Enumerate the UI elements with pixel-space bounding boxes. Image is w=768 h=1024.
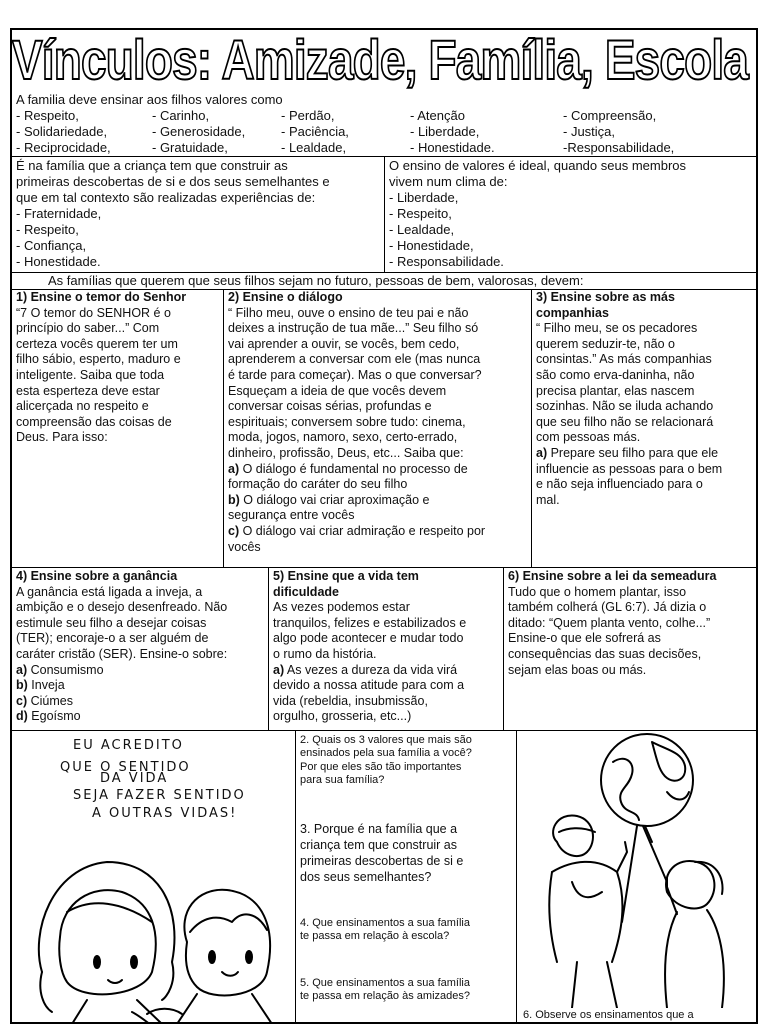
question-6: 6. Observe os ensinamentos que a xyxy=(523,1009,694,1021)
section-5-life-difficulty: 5) Ensine que a vida tem dificuldade As vezes podemos estar tranquilos, felizes e estabilizados e algo pode acontecer e mudar todo o rumo da história. a) As vezes a dureza da vida virá devido a nossa atitude para com a vida (rebeldia, insubmissão, orgulho, grosseria, etc...) xyxy=(273,569,467,724)
handwritten-caption-line-3: DA VIDA xyxy=(100,771,169,786)
section-1-fear-of-lord: 1) Ensine o temor do Senhor “7 O temor do SENHOR é o princípio do saber...” Com certeza vocês querem ter um filho sábio, esperto, maduro e inteligente. Saiba que toda esta esperteza deve estar alicerçada no respeito e compreensão das coisas de Deus. Para isso: xyxy=(16,290,187,445)
handwritten-caption-line-1: EU ACREDITO xyxy=(73,738,184,753)
question-4: 4. Que ensinamentos a sua família te passa em relação à escola? xyxy=(300,917,470,943)
divider xyxy=(384,156,385,272)
intro-column-2: - Carinho, - Generosidade, - Gratuidade, xyxy=(152,108,246,155)
divider xyxy=(12,156,758,157)
section-6-sowing-law: 6) Ensine sobre a lei da semeadura Tudo que o homem plantar, isso também colherá (GL 6:7). Já dizia o ditado: “Quem planta vento, colhe...” Ensine-o que ele sofrerá as consequências das suas decisões, sejam elas boas ou más. xyxy=(508,569,717,677)
handwritten-caption-line-2: QUE O SENTIDO xyxy=(60,760,191,775)
children-holding-hands-illustration xyxy=(12,822,294,1024)
divider xyxy=(12,730,758,731)
section-4-greed: 4) Ensine sobre a ganância A ganância está ligada a inveja, a ambição e o desejo desenfreado. Não estimule seu filho a desejar coisas (TER); encoraje-o a ser alguém de caráter cristão (SER). Ensine-o sobre: a) Consumismo b) Inveja c) Ciúmes d) Egoísmo xyxy=(16,569,228,724)
handwritten-caption-line-4: SEJA FAZER SENTIDO xyxy=(73,788,246,803)
intro-column-1: - Respeito, - Solidariedade, - Reciprocidade, xyxy=(16,108,111,155)
divider xyxy=(12,567,758,568)
question-5: 5. Que ensinamentos a sua família te passa em relação às amizades? xyxy=(300,977,470,1003)
family-discoveries-box: É na família que a criança tem que construir as primeiras descobertas de si e dos seus semelhantes e que em tal contexto são realizadas experiências de: - Fraternidade, - Respeito, - Confiança, - Honestidade. xyxy=(16,158,330,269)
divider xyxy=(223,289,224,567)
page-title: Vínculos: Amizade, Família, Escola xyxy=(12,28,748,91)
section-2-dialogue: 2) Ensine o diálogo “ Filho meu, ouve o ensino de teu pai e não deixes a instrução de tua mãe...” Seu filho só vai aprender a ouvir, se vocês, bem cedo, aprenderem a conversar com ele (mas nunca é tarde para começar). Mas o que conversar? Esqueçam a ideia de que vocês devem conversar coisas sérias, profundas e espirituais; conversem sobre tudo: cinema, moda, jogos, namoro, sexo, certo-errado, dinheiro, profissão, Deus, etc... Saiba que: a) O diálogo é fundamental no processo de formação do caráter do seu filho b) O diálogo vai criar aproximação e segurança entre vocês c) O diálogo vai criar admiração e respeito por vocês xyxy=(228,290,486,554)
divider xyxy=(503,567,504,730)
handwritten-caption-line-5: A OUTRAS VIDAS! xyxy=(92,806,238,821)
divider xyxy=(295,730,296,1024)
values-teaching-box: O ensino de valores é ideal, quando seus membros vivem num clima de: - Liberdade, - Respeito, - Lealdade, - Honestidade, - Responsabilidade. xyxy=(389,158,687,269)
families-intro-line: As famílias que querem que seus filhos sejam no futuro, pessoas de bem, valorosas, devem: xyxy=(48,273,584,288)
intro-column-5: - Compreensão, - Justiça, -Responsabilidade, xyxy=(563,108,675,155)
question-3: 3. Porque é na família que a criança tem que construir as primeiras descobertas de si e dos seus semelhantes? xyxy=(300,822,464,884)
intro-column-3: - Perdão, - Paciência, - Lealdade, xyxy=(281,108,349,155)
intro-heading: A familia deve ensinar aos filhos valores como xyxy=(16,92,283,107)
intro-column-4: - Atenção - Liberdade, - Honestidade. xyxy=(410,108,495,155)
question-2: 2. Quais os 3 valores que mais são ensinados pela sua família a você? Por que eles são tão importantes para sua família? xyxy=(300,734,472,787)
divider xyxy=(268,567,269,730)
divider xyxy=(531,289,532,567)
couple-holding-globe-illustration xyxy=(517,732,757,1008)
section-3-bad-company: 3) Ensine sobre as más companhias “ Filho meu, se os pecadores querem seduzir-te, não o consintas.” As más companhias são como erva-daninha, não precisa plantar, elas nascem sozinhas. Não se iluda achando que seu filho não se relacionará com pessoas más. a) Prepare seu filho para que ele influencie as pessoas para o bem e não seja influenciado para o mal. xyxy=(536,290,723,507)
